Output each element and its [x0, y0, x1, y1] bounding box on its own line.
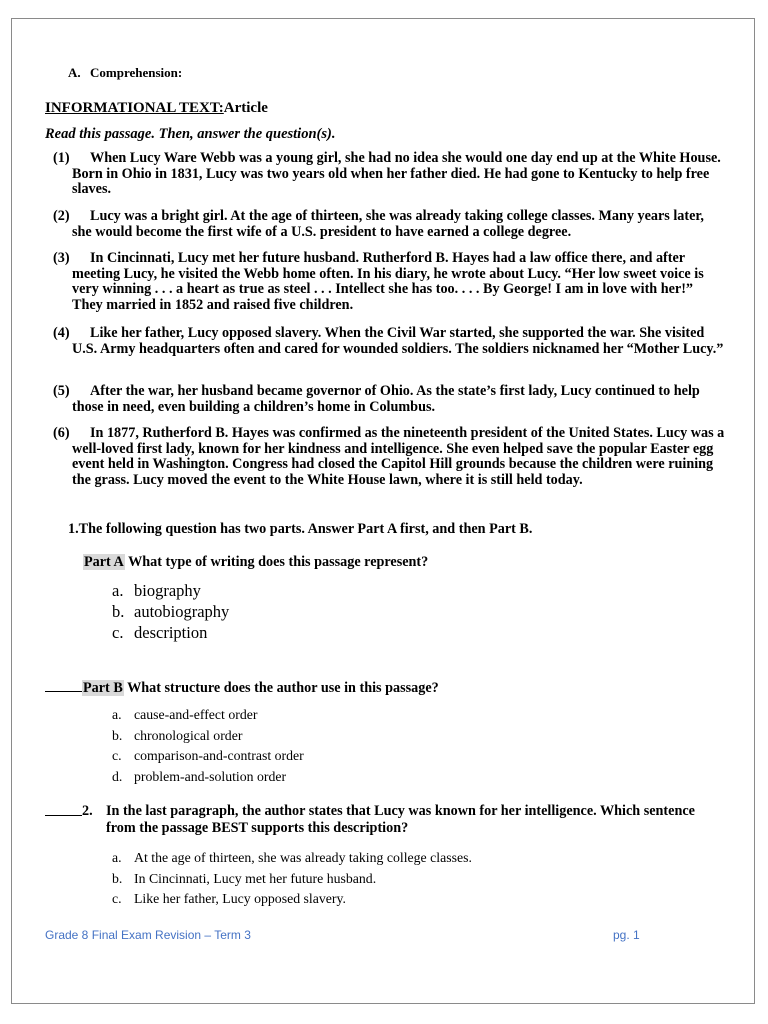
option-text: Like her father, Lucy opposed slavery.	[134, 891, 346, 906]
answer-blank[interactable]	[45, 679, 82, 692]
paragraph-text: In Cincinnati, Lucy met her future husband. Rutherford B. Hayes had a law office there, and after meeting Lucy, he visited the Webb home often. In his diary, he wrote about Lucy. “Her low sweet voice is very winning . . . a heart as true as steel . . . Intellect she has too. . . . By George! I am in love with her!” They married in 1852 and raised five children.	[72, 250, 704, 313]
part-a-text: What type of writing does this passage represent?	[124, 554, 429, 570]
section-heading	[68, 65, 182, 81]
option-text: biography	[134, 581, 201, 600]
informational-text-heading	[45, 100, 268, 117]
paragraph-text: Like her father, Lucy opposed slavery. When the Civil War started, she supported the war. She visited U.S. Army headquarters often and cared for wounded soldiers. The soldiers nicknamed her “Mother Lucy.”	[72, 325, 724, 357]
part-b-options	[112, 705, 304, 787]
answer-option[interactable]	[112, 767, 304, 788]
answer-option[interactable]	[112, 889, 472, 910]
part-b-question	[45, 679, 439, 697]
option-text: In Cincinnati, Lucy met her future husband.	[134, 870, 377, 886]
informational-label: INFORMATIONAL TEXT:	[45, 100, 224, 116]
answer-option[interactable]	[112, 746, 304, 767]
paragraph-6	[53, 426, 725, 488]
option-text: At the age of thirteen, she was already taking college classes.	[134, 850, 472, 865]
paragraph-2	[53, 209, 725, 240]
answer-option[interactable]	[112, 705, 304, 726]
paragraph-text: In 1877, Rutherford B. Hayes was confirmed as the nineteenth president of the United States. Lucy was a well-loved first lady, known for her kindness and intelligence. She even helped save the popular Easter egg event held in Washington. Congress had closed the Capitol Hill grounds because the children were ruining the grass. Lucy moved the event to the White House lawn, where it is still held today.	[72, 425, 725, 488]
footer-title: Grade 8 Final Exam Revision – Term 3	[45, 928, 251, 942]
section-title: Comprehension:	[90, 65, 183, 80]
part-a-question	[83, 554, 428, 571]
question-1-intro: 1.The following question has two parts. Answer Part A first, and then Part B.	[68, 521, 533, 537]
answer-option[interactable]	[112, 601, 229, 622]
paragraph-number: (4)	[53, 325, 70, 341]
paragraph-1	[53, 151, 725, 198]
paragraph-number: (6)	[53, 425, 70, 441]
option-letter: c.	[112, 623, 124, 642]
answer-option[interactable]	[112, 869, 472, 890]
paragraph-number: (1)	[53, 150, 70, 166]
option-letter: d.	[112, 768, 123, 784]
option-letter: a.	[112, 707, 122, 722]
paragraph-number: (2)	[53, 208, 70, 224]
option-text: autobiography	[134, 602, 230, 621]
informational-type: Article	[223, 100, 268, 116]
paragraph-text: After the war, her husband became governor of Ohio. As the state’s first lady, Lucy continued to help those in need, even building a children’s home in Columbus.	[72, 383, 700, 415]
question-2-number: 2.	[82, 803, 93, 819]
option-letter: c.	[112, 891, 122, 906]
option-text: chronological order	[134, 727, 243, 743]
option-letter: a.	[112, 850, 122, 865]
footer-page-number: pg. 1	[613, 928, 640, 942]
answer-blank[interactable]	[45, 803, 82, 816]
paragraph-5	[53, 384, 725, 415]
option-letter: c.	[112, 748, 122, 763]
answer-option[interactable]	[112, 726, 304, 747]
section-letter: A.	[68, 65, 81, 80]
paragraph-3	[53, 251, 725, 313]
part-b-text: What structure does the author use in this passage?	[123, 680, 439, 696]
question-2-text: In the last paragraph, the author states that Lucy was known for her intelligence. Which sentence from the passage BEST supports this description?	[106, 803, 695, 836]
question-2-options	[112, 848, 472, 910]
part-b-tag: Part B	[83, 680, 123, 696]
option-letter: b.	[112, 727, 123, 743]
instructions: Read this passage. Then, answer the question(s).	[45, 126, 336, 142]
paragraph-text: Lucy was a bright girl. At the age of thirteen, she was already taking college classes. Many years later, she would become the first wife of a U.S. president to have earned a college degree.	[72, 208, 704, 240]
paragraph-text: When Lucy Ware Webb was a young girl, she had no idea she would one day end up at the White House. Born in Ohio in 1831, Lucy was two years old when her father died. He had gone to Kentucky to help free slaves.	[72, 150, 721, 198]
part-a-tag: Part A	[84, 554, 124, 570]
option-text: description	[134, 623, 208, 642]
option-text: problem-and-solution order	[134, 768, 287, 784]
paragraph-4	[53, 326, 725, 357]
option-letter: b.	[112, 602, 125, 621]
option-text: comparison-and-contrast order	[134, 748, 304, 763]
answer-option[interactable]	[112, 580, 229, 601]
paragraph-number: (3)	[53, 250, 70, 266]
question-2	[45, 803, 725, 837]
paragraph-number: (5)	[53, 383, 70, 399]
answer-option[interactable]	[112, 848, 472, 869]
option-text: cause-and-effect order	[134, 707, 258, 722]
part-a-options	[112, 580, 229, 643]
answer-option[interactable]	[112, 622, 229, 643]
option-letter: a.	[112, 581, 124, 600]
option-letter: b.	[112, 870, 123, 886]
